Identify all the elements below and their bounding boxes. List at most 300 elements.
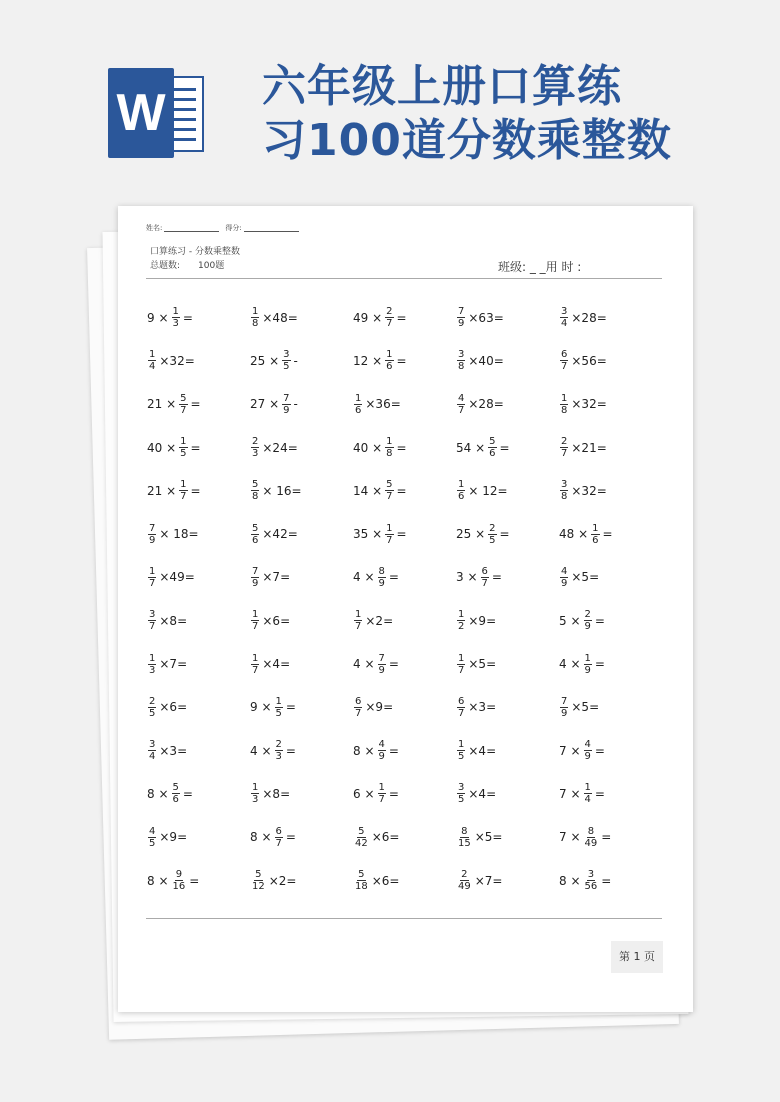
problem-suffix: ×4= <box>468 786 497 801</box>
problem-item <box>352 296 455 339</box>
fraction-numerator: 6 <box>355 695 362 707</box>
fraction-numerator: 3 <box>561 479 568 491</box>
fraction-numerator: 4 <box>584 739 591 751</box>
problem-item <box>146 772 249 815</box>
problem-item <box>249 512 352 555</box>
fraction-denominator: 6 <box>252 534 259 546</box>
fraction-numerator: 1 <box>386 436 393 448</box>
fraction-denominator: 18 <box>355 881 368 892</box>
problem-item <box>146 339 249 382</box>
fraction-denominator: 5 <box>275 707 282 719</box>
problem-item <box>455 599 558 642</box>
problem-item <box>558 383 661 426</box>
fraction <box>275 739 283 762</box>
fraction-denominator: 2 <box>458 621 465 633</box>
fraction-numerator: 1 <box>355 609 362 621</box>
problem-item <box>558 296 661 339</box>
problem-item <box>455 426 558 469</box>
problem-item <box>146 512 249 555</box>
problem-item <box>558 469 661 512</box>
problem-suffix: × 16= <box>262 483 302 498</box>
fraction <box>560 436 568 459</box>
problem-prefix: 9 × <box>250 700 272 715</box>
problem-suffix: ×6= <box>159 700 188 715</box>
fraction-denominator: 8 <box>561 404 568 416</box>
fraction-denominator: 9 <box>283 404 290 416</box>
fraction <box>457 306 465 329</box>
fraction-denominator: 7 <box>561 361 568 373</box>
fraction-numerator: 8 <box>378 565 385 577</box>
problem-prefix: 40 × <box>147 440 177 455</box>
problem-item <box>146 426 249 469</box>
fraction-denominator: 7 <box>252 664 259 676</box>
fraction-denominator: 12 <box>252 881 265 892</box>
problem-item <box>455 686 558 729</box>
fraction <box>251 653 259 676</box>
problem-suffix: ×9= <box>159 830 188 845</box>
problem-item <box>352 686 455 729</box>
fraction-numerator: 5 <box>489 436 496 448</box>
problem-prefix: 12 × <box>353 353 383 368</box>
problem-prefix: 48 × <box>559 527 589 542</box>
problem-prefix: 8 × <box>250 830 272 845</box>
fraction-numerator: 9 <box>175 869 183 880</box>
fraction-numerator: 1 <box>180 436 187 448</box>
problem-suffix: ×5= <box>571 700 600 715</box>
fraction-numerator: 1 <box>180 479 187 491</box>
problem-suffix: ×32= <box>571 483 607 498</box>
fraction-numerator: 1 <box>149 565 156 577</box>
fraction <box>148 523 156 546</box>
problem-item <box>455 296 558 339</box>
fraction-denominator: 9 <box>378 751 385 763</box>
fraction-numerator: 3 <box>283 349 290 361</box>
problem-prefix: 21 × <box>147 483 177 498</box>
fraction-numerator: 6 <box>481 565 488 577</box>
problem-item <box>455 469 558 512</box>
fraction <box>457 479 465 502</box>
problem-item <box>455 729 558 772</box>
problem-suffix: ×48= <box>262 310 298 325</box>
problem-item <box>352 383 455 426</box>
fraction-denominator: 7 <box>458 707 465 719</box>
problem-item <box>558 729 661 772</box>
fraction-numerator: 3 <box>149 609 156 621</box>
fraction-numerator: 1 <box>275 695 282 707</box>
problem-suffix: ×6= <box>262 613 291 628</box>
fraction-denominator: 7 <box>149 577 156 589</box>
footer-divider <box>146 918 662 919</box>
fraction-denominator: 7 <box>355 707 362 719</box>
fraction-denominator: 5 <box>149 707 156 719</box>
fraction-numerator: 4 <box>378 739 385 751</box>
fraction-numerator: 2 <box>149 695 156 707</box>
fraction-denominator: 4 <box>149 751 156 763</box>
problem-suffix: ×5= <box>571 570 600 585</box>
fraction-denominator: 6 <box>489 448 496 460</box>
fraction-numerator: 5 <box>358 869 365 880</box>
problem-item <box>146 296 249 339</box>
problem-suffix: = <box>189 873 200 888</box>
fraction-numerator: 3 <box>458 782 465 794</box>
fraction-numerator: 4 <box>458 392 465 404</box>
problem-suffix: = <box>594 657 605 672</box>
worksheet <box>118 206 693 1012</box>
problem-suffix: = <box>491 570 502 585</box>
problem-suffix: ×3= <box>159 743 188 758</box>
problem-item <box>558 556 661 599</box>
fraction <box>251 782 259 805</box>
fraction-numerator: 1 <box>458 479 465 491</box>
problem-prefix: 21 × <box>147 397 177 412</box>
fraction <box>148 609 156 632</box>
fraction-numerator: 1 <box>386 522 393 534</box>
fraction-denominator: 7 <box>180 491 187 503</box>
problem-prefix: 7 × <box>559 743 581 758</box>
fraction-denominator: 7 <box>458 664 465 676</box>
problem-suffix: ×6= <box>371 873 400 888</box>
fraction <box>457 826 472 849</box>
problem-item <box>146 859 249 902</box>
fraction-denominator: 9 <box>561 577 568 589</box>
problem-suffix: ×40= <box>468 353 504 368</box>
problem-suffix: ×3= <box>468 700 497 715</box>
fraction-denominator: 5 <box>149 837 156 849</box>
fraction-denominator: 7 <box>458 404 465 416</box>
fraction <box>560 349 568 372</box>
fraction <box>584 782 592 805</box>
fraction-denominator: 7 <box>355 621 362 633</box>
fraction <box>457 696 465 719</box>
problem-item <box>455 772 558 815</box>
problem-item <box>249 556 352 599</box>
problem-suffix: ×8= <box>262 786 291 801</box>
fraction-denominator: 3 <box>275 751 282 763</box>
problem-prefix: 8 × <box>147 873 169 888</box>
fraction <box>584 739 592 762</box>
fraction-denominator: 8 <box>252 491 259 503</box>
problem-suffix: ×63= <box>468 310 504 325</box>
fraction-numerator: 1 <box>584 652 591 664</box>
fraction-denominator: 5 <box>489 534 496 546</box>
fraction-denominator: 9 <box>378 577 385 589</box>
class-time-label: 班级: _ _用 时 : <box>498 260 582 274</box>
fraction <box>354 826 369 849</box>
fraction <box>251 609 259 632</box>
problem-prefix: 54 × <box>456 440 486 455</box>
fraction-numerator: 2 <box>461 869 468 880</box>
problem-prefix: 7 × <box>559 786 581 801</box>
problem-item <box>558 816 661 859</box>
fraction-numerator: 4 <box>149 825 156 837</box>
fraction <box>172 782 180 805</box>
fraction <box>378 739 386 762</box>
name-label: 姓名: <box>146 224 163 232</box>
fraction-denominator: 7 <box>252 621 259 633</box>
fraction-denominator: 8 <box>561 491 568 503</box>
fraction <box>385 306 393 329</box>
problem-prefix: 8 × <box>353 743 375 758</box>
fraction <box>148 566 156 589</box>
fraction-numerator: 7 <box>458 306 465 318</box>
problem-suffix: ×42= <box>262 527 298 542</box>
title-line-1: 六年级上册口算练 <box>262 61 622 112</box>
fraction <box>179 479 187 502</box>
problem-suffix: = <box>285 743 296 758</box>
problem-prefix: 4 × <box>353 570 375 585</box>
fraction-denominator: 3 <box>252 794 259 806</box>
fraction-denominator: 3 <box>252 448 259 460</box>
fraction-numerator: 2 <box>584 609 591 621</box>
fraction-denominator: 7 <box>386 534 393 546</box>
problem-item <box>455 383 558 426</box>
fraction-denominator: 5 <box>458 751 465 763</box>
name-blank <box>164 231 219 232</box>
problem-suffix: ×4= <box>468 743 497 758</box>
fraction-numerator: 5 <box>252 479 259 491</box>
fraction-numerator: 3 <box>458 349 465 361</box>
problem-suffix: ×21= <box>571 440 607 455</box>
fraction-numerator: 3 <box>149 739 156 751</box>
problem-suffix: = <box>190 440 201 455</box>
problem-item <box>558 599 661 642</box>
problem-item <box>352 772 455 815</box>
problem-suffix: = <box>182 786 193 801</box>
fraction-denominator: 56 <box>584 881 598 892</box>
problem-suffix: = <box>594 613 605 628</box>
fraction-denominator: 7 <box>561 448 568 460</box>
fraction-numerator: 2 <box>489 522 496 534</box>
problem-suffix: = <box>388 570 399 585</box>
fraction-denominator: 7 <box>386 318 393 330</box>
problem-item <box>352 426 455 469</box>
problem-item <box>249 339 352 382</box>
problem-item <box>249 469 352 512</box>
problem-prefix: 3 × <box>456 570 478 585</box>
problem-suffix: = <box>388 786 399 801</box>
problem-item <box>558 339 661 382</box>
problem-prefix: 49 × <box>353 310 383 325</box>
fraction <box>385 349 393 372</box>
problem-suffix: ×7= <box>474 873 503 888</box>
fraction <box>354 869 369 892</box>
problem-prefix: 4 × <box>559 657 581 672</box>
fraction-numerator: 8 <box>587 825 595 837</box>
fraction-denominator: 9 <box>378 664 385 676</box>
fraction-numerator: 3 <box>561 306 568 318</box>
page-title <box>262 60 752 168</box>
problem-prefix: 8 × <box>559 873 581 888</box>
fraction-denominator: 15 <box>458 837 471 849</box>
problem-suffix: = <box>499 440 510 455</box>
fraction-numerator: 5 <box>386 479 393 491</box>
problem-suffix: = <box>602 527 613 542</box>
problem-item <box>352 859 455 902</box>
fraction-denominator: 16 <box>172 881 186 892</box>
problem-suffix: ×8= <box>159 613 188 628</box>
fraction-denominator: 6 <box>592 534 599 546</box>
worksheet-subtitle: 口算练习 - 分数乘整数 <box>150 247 240 257</box>
fraction-numerator: 1 <box>149 349 156 361</box>
problem-suffix: = <box>396 310 407 325</box>
problem-suffix: ×24= <box>262 440 298 455</box>
fraction <box>457 739 465 762</box>
problem-prefix: 9 × <box>147 310 169 325</box>
banner <box>0 0 780 200</box>
fraction <box>378 782 386 805</box>
fraction-numerator: 1 <box>252 609 259 621</box>
fraction <box>560 306 568 329</box>
problem-prefix: 25 × <box>456 527 486 542</box>
fraction <box>148 826 156 849</box>
fraction-numerator: 5 <box>180 392 187 404</box>
fraction <box>378 653 386 676</box>
problem-item <box>558 426 661 469</box>
problem-item <box>455 556 558 599</box>
fraction <box>385 523 393 546</box>
fraction-denominator: 9 <box>584 751 591 763</box>
fraction-denominator: 5 <box>458 794 465 806</box>
fraction-denominator: 8 <box>458 361 465 373</box>
fraction-numerator: 7 <box>252 565 259 577</box>
problem-prefix: 4 × <box>250 743 272 758</box>
fraction <box>584 826 599 849</box>
problem-suffix: ×7= <box>159 657 188 672</box>
problem-suffix: ×9= <box>365 700 394 715</box>
fraction <box>354 393 362 416</box>
fraction-numerator: 6 <box>561 349 568 361</box>
problem-suffix: ×2= <box>268 873 297 888</box>
fraction <box>457 653 465 676</box>
fraction-numerator: 7 <box>378 652 385 664</box>
problem-suffix: ×7= <box>262 570 291 585</box>
fraction <box>148 739 156 762</box>
fraction-denominator: 7 <box>275 837 282 849</box>
fraction-denominator: 7 <box>180 404 187 416</box>
problem-item <box>558 772 661 815</box>
title-line-2: 习100道分数乘整数 <box>262 115 672 166</box>
fraction-denominator: 9 <box>149 534 156 546</box>
fraction-numerator: 2 <box>386 306 393 318</box>
problem-prefix: 5 × <box>559 613 581 628</box>
fraction <box>584 653 592 676</box>
fraction-denominator: 7 <box>386 491 393 503</box>
problem-item <box>352 642 455 685</box>
problem-item <box>249 642 352 685</box>
fraction <box>457 349 465 372</box>
problem-item <box>558 859 661 902</box>
fraction-denominator: 8 <box>386 448 393 460</box>
problem-suffix: ×5= <box>468 657 497 672</box>
fraction <box>385 436 393 459</box>
problem-suffix: ×5= <box>474 830 503 845</box>
problem-item <box>146 642 249 685</box>
problem-suffix: ×4= <box>262 657 291 672</box>
problem-item <box>249 599 352 642</box>
problem-prefix: 35 × <box>353 527 383 542</box>
fraction <box>148 653 156 676</box>
fraction-numerator: 7 <box>283 392 290 404</box>
fraction <box>488 523 496 546</box>
fraction <box>251 479 259 502</box>
fraction <box>457 869 472 892</box>
problem-suffix: = <box>601 830 612 845</box>
problem-suffix: = <box>190 397 201 412</box>
fraction-numerator: 5 <box>358 825 365 837</box>
fraction <box>488 436 496 459</box>
problem-item <box>146 686 249 729</box>
fraction <box>591 523 599 546</box>
fraction <box>179 436 187 459</box>
fraction-denominator: 49 <box>584 837 598 849</box>
fraction-denominator: 4 <box>584 794 591 806</box>
fraction <box>560 393 568 416</box>
problem-item <box>249 426 352 469</box>
fraction-numerator: 1 <box>458 652 465 664</box>
fraction-denominator: 9 <box>252 577 259 589</box>
problem-item <box>146 816 249 859</box>
problem-item <box>249 729 352 772</box>
problem-suffix: - <box>293 353 298 368</box>
header-divider <box>146 278 662 279</box>
problem-suffix: ×28= <box>468 397 504 412</box>
problem-prefix: 40 × <box>353 440 383 455</box>
fraction-numerator: 1 <box>252 306 259 318</box>
fraction <box>354 696 362 719</box>
problem-prefix: 14 × <box>353 483 383 498</box>
fraction-denominator: 5 <box>283 361 290 373</box>
fraction-numerator: 1 <box>149 652 156 664</box>
fraction <box>560 566 568 589</box>
fraction-denominator: 3 <box>172 318 179 330</box>
problem-prefix: 8 × <box>147 786 169 801</box>
fraction-numerator: 6 <box>275 825 282 837</box>
problem-item <box>455 339 558 382</box>
problem-suffix: ×36= <box>365 397 401 412</box>
problem-prefix: 4 × <box>353 657 375 672</box>
problem-suffix: × 12= <box>468 483 508 498</box>
problem-item <box>558 686 661 729</box>
problem-item <box>146 469 249 512</box>
fraction-denominator: 7 <box>149 621 156 633</box>
problem-item <box>352 339 455 382</box>
problem-item <box>352 599 455 642</box>
problem-item <box>249 686 352 729</box>
problem-suffix: ×28= <box>571 310 607 325</box>
problem-suffix: ×9= <box>468 613 497 628</box>
fraction-denominator: 6 <box>172 794 179 806</box>
problem-suffix: = <box>396 483 407 498</box>
fraction-denominator: 6 <box>458 491 465 503</box>
problem-item <box>558 512 661 555</box>
problem-item <box>352 556 455 599</box>
fraction-numerator: 5 <box>255 869 262 880</box>
fraction <box>584 869 599 892</box>
fraction-denominator: 7 <box>481 577 488 589</box>
fraction-numerator: 8 <box>461 825 468 837</box>
problem-item <box>146 599 249 642</box>
fraction <box>457 609 465 632</box>
problem-grid <box>146 296 661 902</box>
fraction <box>481 566 489 589</box>
problem-item <box>249 816 352 859</box>
fraction-numerator: 1 <box>252 652 259 664</box>
fraction-denominator: 9 <box>584 664 591 676</box>
problem-suffix: = <box>396 527 407 542</box>
fraction-numerator: 1 <box>592 522 599 534</box>
fraction-numerator: 1 <box>584 782 591 794</box>
fraction <box>457 782 465 805</box>
